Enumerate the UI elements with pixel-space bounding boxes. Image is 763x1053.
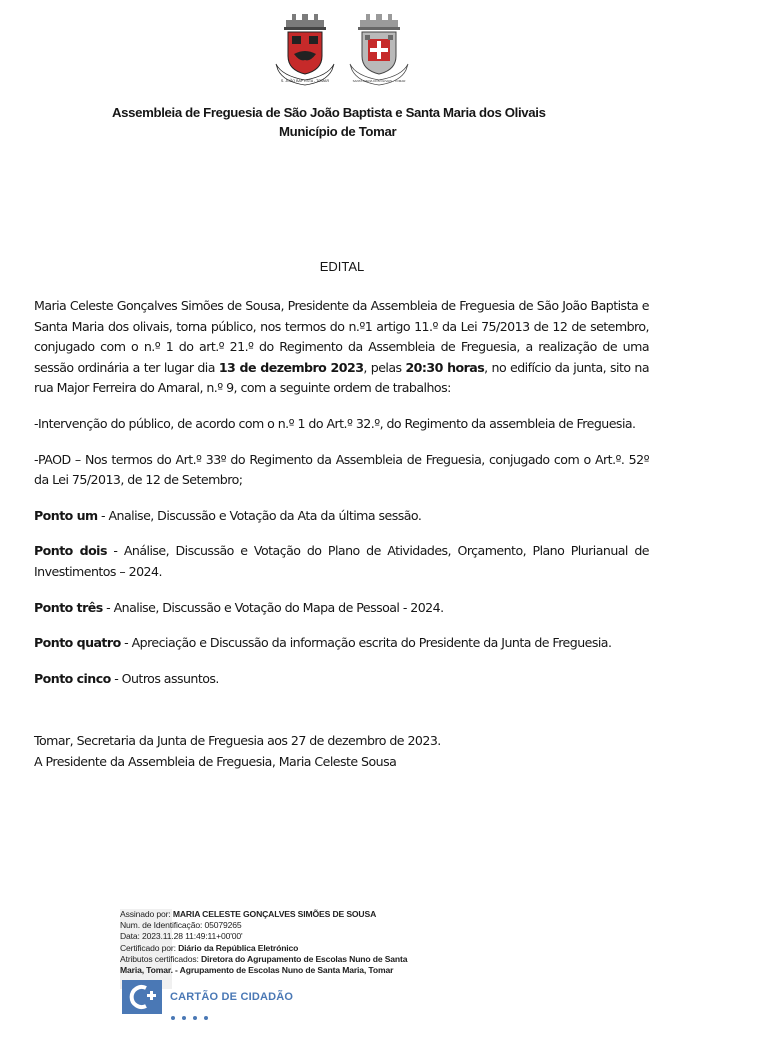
point-five-label: Ponto cinco	[34, 670, 111, 686]
crest-santa-maria-dos-olivais-icon	[348, 12, 410, 88]
citizen-card-logo-icon	[122, 980, 162, 1014]
point-one-label: Ponto um	[34, 507, 98, 523]
point-one-text: - Analise, Discussão e Votação da Ata da última sessão.	[97, 507, 422, 523]
intro-text-b: , pelas	[363, 359, 406, 375]
point-three	[34, 598, 649, 619]
signed-by-value: MARIA CELESTE GONÇALVES SIMÕES DE SOUSA	[172, 909, 377, 919]
id-row	[120, 920, 500, 931]
assembly-name: Assembleia de Freguesia de São João Baptista e Santa Maria dos Olivais	[112, 105, 546, 120]
document-title: EDITAL	[319, 259, 365, 274]
certified-by-value: Diário da República Eletrónico	[178, 942, 299, 953]
intro-paragraph	[34, 296, 649, 399]
certified-by-row	[120, 943, 500, 954]
point-one	[34, 506, 649, 527]
citizen-card-dots	[171, 1007, 215, 1025]
id-value: 05079265	[204, 920, 242, 931]
attributes-value-2: Maria, Tomar. - Agrupamento de Escolas Nuno de Santa Maria, Tomar	[120, 965, 394, 976]
attributes-value-1: Diretora do Agrupamento de Escolas Nuno de Santa	[200, 953, 408, 964]
crest-left-caption: S. JOÃO BAPTISTA - TOMAR	[280, 79, 330, 83]
closing-signatory: A Presidente da Assembleia de Freguesia, Maria Celeste Sousa	[34, 753, 397, 769]
crest-right-caption: SANTA MARIA DOS OLIVAIS - TOMAR	[352, 79, 406, 83]
item-paod: -PAOD – Nos termos do Art.º 33º do Regimento da Assembleia de Freguesia, conjugado com o Art.º. 52º da Lei 75/2013, de 12 de Setembro;	[34, 451, 649, 488]
point-four-label: Ponto quatro	[34, 635, 121, 651]
digital-signature	[120, 909, 500, 976]
date-value: 2023.11.28 11:49:11+00'00'	[142, 931, 243, 942]
attributes-row-2	[120, 965, 500, 976]
crest-sao-joao-baptista-icon	[274, 12, 336, 88]
municipality-name: Município de Tomar	[279, 124, 397, 139]
crests	[274, 12, 408, 88]
session-date: 13 de dezembro 2023	[218, 359, 364, 375]
date-row	[120, 931, 500, 942]
id-label: Num. de Identificação:	[120, 920, 205, 931]
item-public-intervention: -Intervenção do público, de acordo com o n.º 1 do Art.º 32.º, do Regimento da assembleia de Freguesia.	[34, 415, 636, 431]
closing-location-date: Tomar, Secretaria da Junta de Freguesia aos 27 de dezembro de 2023.	[34, 733, 441, 749]
point-five	[34, 669, 649, 690]
date-label: Data:	[120, 931, 143, 942]
document-body	[34, 296, 649, 773]
point-five-text: - Outros assuntos.	[110, 670, 219, 686]
point-two-text: - Análise, Discussão e Votação do Plano de Atividades, Orçamento, Plano Plurianual de Investimentos – 2024.	[34, 543, 649, 579]
attributes-row	[120, 954, 500, 965]
citizen-card-badge	[122, 980, 302, 1016]
certified-by-label: Certificado por:	[120, 942, 179, 953]
point-two	[34, 541, 649, 582]
citizen-card-label: CARTÃO DE CIDADÃO	[170, 991, 294, 1003]
signed-by-label: Assinado por:	[120, 909, 173, 919]
point-three-text: - Analise, Discussão e Votação do Mapa de Pessoal - 2024.	[102, 599, 444, 615]
point-two-label: Ponto dois	[34, 543, 107, 559]
point-four-text: - Apreciação e Discussão da informação escrita do Presidente da Junta de Freguesia.	[120, 635, 612, 651]
session-time: 20:30 horas	[405, 359, 485, 375]
intro-text-a: Maria Celeste Gonçalves Simões de Sousa, Presidente da Assembleia de Freguesia de São João Baptista e Santa Maria dos olivais, torna público, nos termos do n.º1 artigo 11.º da Lei 75/2013 de 12 de setembro, conjugado com o n.º 1 do art.º 21.º do Regimento da Assembleia de Freguesia, a realização de uma sessão ordinária a ter lugar dia	[34, 298, 649, 375]
point-three-label: Ponto três	[34, 599, 103, 615]
intro-text-c: , no edifício da junta, sito na rua Major Ferreira do Amaral, n.º 9, com a seguinte ordem de trabalhos:	[34, 359, 650, 396]
attributes-label: Atributos certificados:	[120, 953, 201, 964]
signed-by-row	[120, 909, 500, 920]
point-four	[34, 633, 649, 654]
